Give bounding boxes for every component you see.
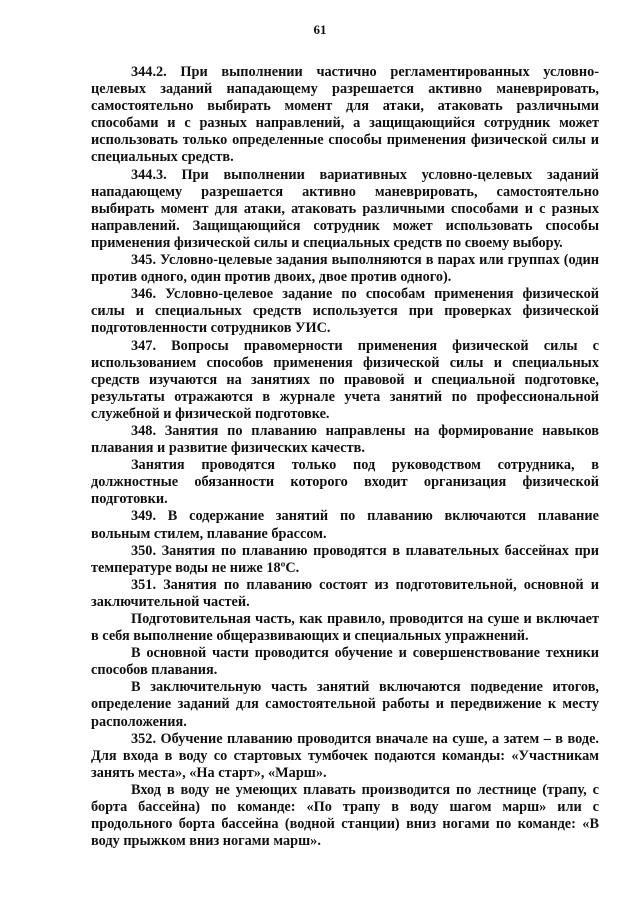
document-body [91,64,599,850]
paragraph-348-supervision: Занятия проводятся только под руководством сотрудника, в должностные обязанности которого входит организация физической подготовки. [91,457,599,508]
paragraph-344-2: 344.2. При выполнении частично регламентированных условно-целевых заданий нападающему разрешается активно маневрировать, самостоятельно выбирать момент для атаки, атаковать различными способами и с разных направлений, а защищающийся сотрудник может использовать только определенные способы применения физической силы и специальных средств. [91,64,599,166]
paragraph-351: 351. Занятия по плаванию состоят из подготовительной, основной и заключительной частей. [91,576,599,610]
paragraph-350: 350. Занятия по плаванию проводятся в плавательных бассейнах при температуре воды не ниже 18ºС. [91,542,599,576]
page-number: 61 [313,22,327,37]
paragraph-347: 347. Вопросы правомерности применения физической силы с использованием способов применения физической силы и специальных средств изучаются на занятиях по правовой и специальной подготовке, результаты отражаются в журнале учета занятий по профессиональной служебной и физической подготовке. [91,337,599,422]
paragraph-344-3: 344.3. При выполнении вариативных условно-целевых заданий нападающему разрешается активно маневрировать, самостоятельно выбирать момент для атаки, атаковать различными способами и с разных направлений. Защищающийся сотрудник может использовать способы применения физической силы и специальных средств по своему выбору. [91,166,599,251]
paragraph-346: 346. Условно-целевое задание по способам применения физической силы и специальных средств используется при проверках физической подготовленности сотрудников УИС. [91,286,599,337]
paragraph-349: 349. В содержание занятий по плаванию включаются плавание вольным стилем, плавание брассом. [91,508,599,542]
paragraph-352: 352. Обучение плаванию проводится вначале на суше, а затем – в воде. Для входа в воду со стартовых тумбочек подаются команды: «Участникам занять места», «На старт», «Марш». [91,730,599,781]
paragraph-351-main: В основной части проводится обучение и совершенствование техники способов плавания. [91,645,599,679]
paragraph-348: 348. Занятия по плаванию направлены на формирование навыков плавания и развитие физических качеств. [91,422,599,457]
paragraph-351-preparatory: Подготовительная часть, как правило, проводится на суше и включает в себя выполнение общеразвивающих и специальных упражнений. [91,611,599,645]
paragraph-345: 345. Условно-целевые задания выполняются в парах или группах (один против одного, один против двоих, двое против одного). [91,252,599,286]
paragraph-352-entry: Вход в воду не умеющих плавать производится по лестнице (трапу, с борта бассейна) по команде: «По трапу в воду шагом марш» или с продольного борта бассейна (водной станции) вниз ногами по команде: «В воду прыжком вниз ногами марш». [91,781,599,850]
paragraph-351-final: В заключительную часть занятий включаются подведение итогов, определение заданий для самостоятельной работы и передвижение к месту расположения. [91,679,599,730]
